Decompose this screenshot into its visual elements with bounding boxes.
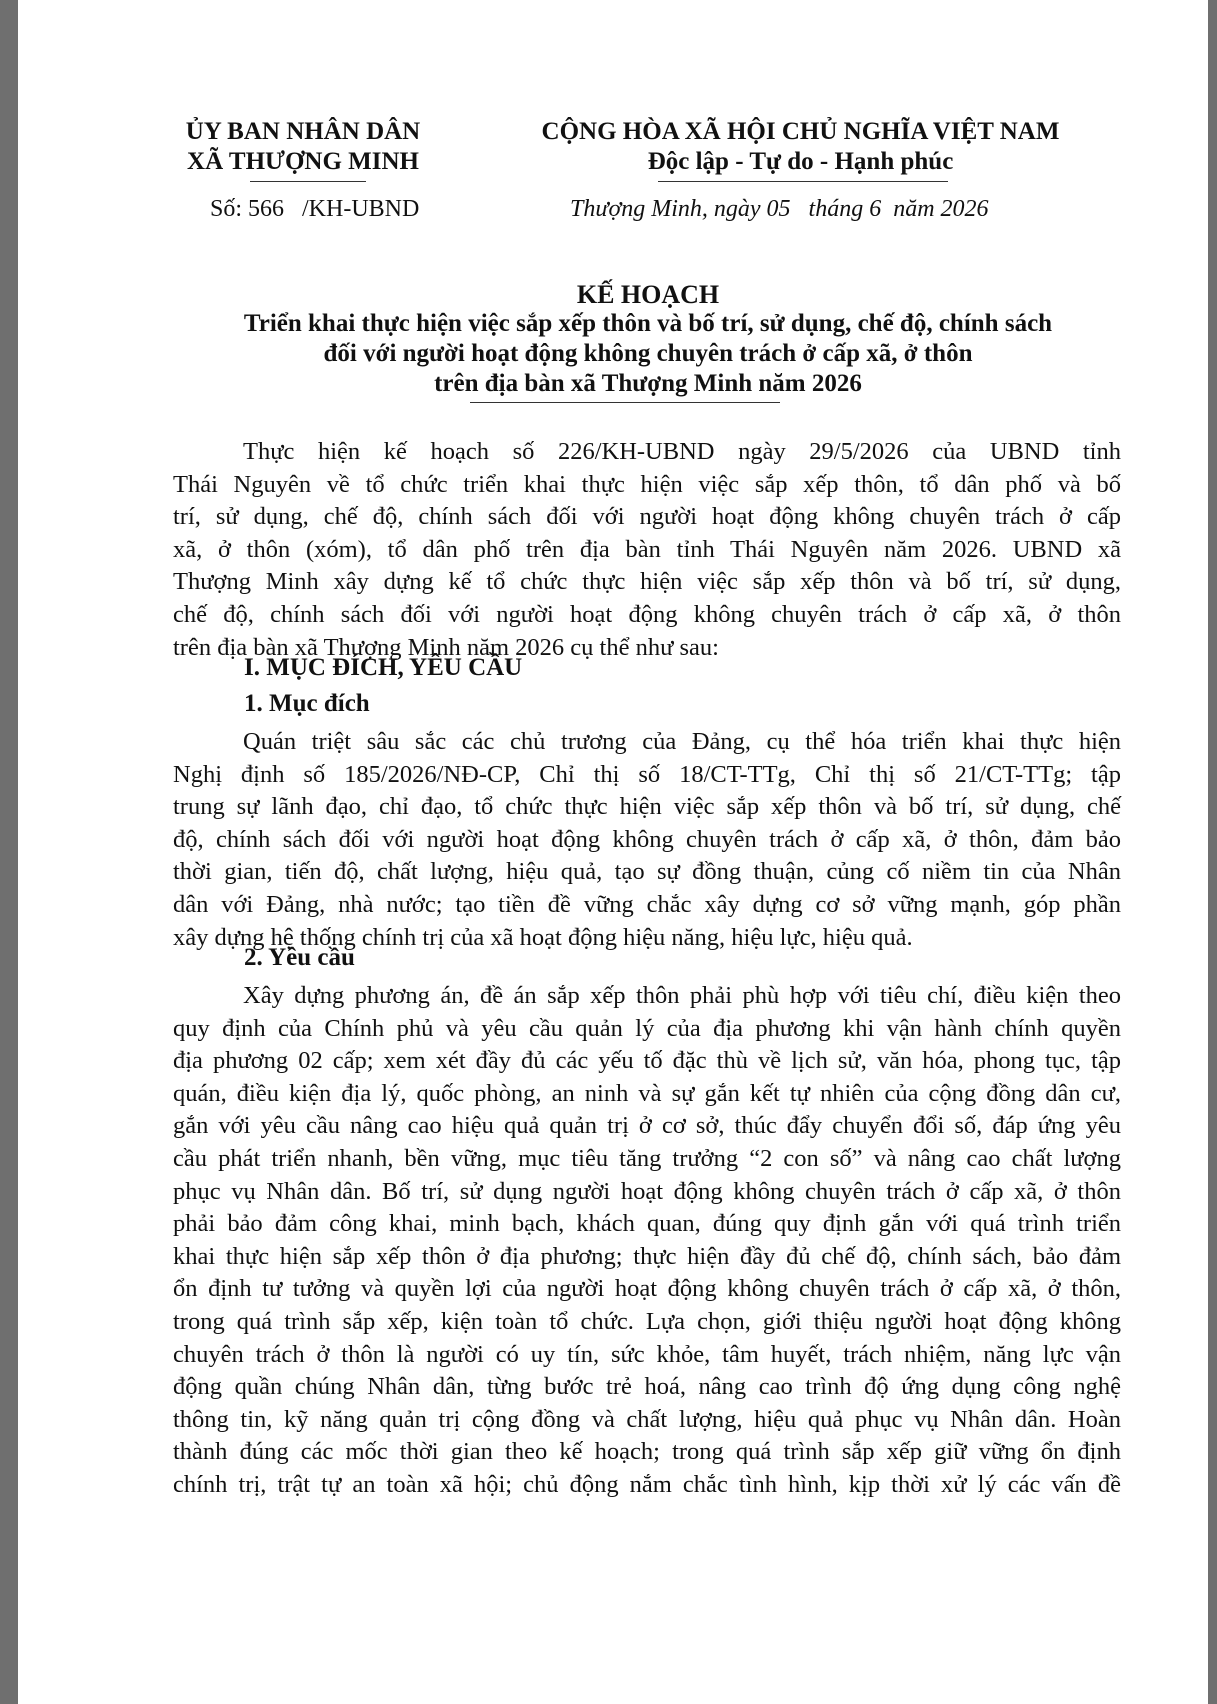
subject-line2: đối với người hoạt động không chuyên trách ở cấp xã, ở thôn	[323, 340, 973, 367]
subsection-heading-purpose: 1. Mục đích	[244, 690, 370, 717]
subject-line3: trên địa bàn xã Thượng Minh năm 2026	[434, 370, 862, 397]
text-line: trí, sử dụng, chế độ, chính sách đối với người hoạt động không chuyên trách ở cấp	[173, 503, 1121, 531]
text-line: Thái Nguyên về tổ chức triển khai thực hiện việc sắp xếp thôn, tổ dân phố và bố	[173, 470, 1121, 498]
document-type-title: KẾ HOẠCH	[576, 280, 720, 309]
text-line: địa phương 02 cấp; xem xét đầy đủ các yếu tố đặc thù về lịch sử, văn hóa, phong tục, tập	[173, 1047, 1121, 1075]
text-line: xây dựng hệ thống chính trị của xã hoạt động hiệu năng, hiệu lực, hiệu quả.	[173, 923, 913, 951]
text-line: Nghị định số 185/2026/NĐ-CP, Chỉ thị số 18/CT-TTg, Chỉ thị số 21/CT-TTg; tập	[173, 760, 1121, 788]
subsection-heading-requirements: 2. Yêu cầu	[244, 944, 355, 971]
intro-paragraph	[173, 436, 1121, 664]
text-line: xã, ở thôn (xóm), tổ dân phố trên địa bàn tỉnh Thái Nguyên năm 2026. UBND xã	[173, 535, 1121, 563]
requirements-paragraph	[173, 980, 1121, 1502]
issuer-line2: XÃ THƯỢNG MINH	[187, 148, 419, 175]
motto-underline	[658, 181, 948, 182]
issuer-line1: ỦY BAN NHÂN DÂN	[185, 118, 421, 145]
text-line: Quán triệt sâu sắc các chủ trương của Đảng, cụ thể hóa triển khai thực hiện	[243, 728, 1121, 755]
text-line: trên địa bàn xã Thượng Minh năm 2026 cụ thể như sau:	[173, 633, 719, 661]
text-line: gắn với yêu cầu nâng cao hiệu quả quản trị ở cơ sở, thúc đẩy chuyển đổi số, đáp ứng yêu	[173, 1112, 1121, 1140]
text-line: ổn định tư tưởng và quyền lợi của người hoạt động không chuyên trách ở cấp xã, ở thôn,	[173, 1275, 1121, 1303]
title-underline	[470, 402, 780, 403]
text-line: độ, chính sách đối với người hoạt động không chuyên trách ở cấp xã, ở thôn, đảm bảo	[173, 825, 1121, 853]
text-line: Thực hiện kế hoạch số 226/KH-UBND ngày 29/5/2026 của UBND tỉnh	[243, 438, 1121, 465]
text-line: khai thực hiện sắp xếp thôn ở địa phương; thực hiện đầy đủ chế độ, chính sách, bảo đảm	[173, 1242, 1121, 1270]
purpose-paragraph	[173, 726, 1121, 954]
place-date: Thượng Minh, ngày 05 tháng 6 năm 2026	[570, 196, 989, 222]
section-heading: I. MỤC ĐÍCH, YÊU CẦU	[244, 654, 523, 681]
text-line: chế độ, chính sách đối với người hoạt động không chuyên trách ở cấp xã, ở thôn	[173, 600, 1121, 628]
text-line: dân với Đảng, nhà nước; tạo tiền đề vững chắc xây dựng cơ sở vững mạnh, góp phần	[173, 890, 1121, 918]
text-line: phải bảo đảm công khai, minh bạch, khách quan, đúng quy định gắn với quá trình triển	[173, 1210, 1121, 1238]
motto-line: Độc lập - Tự do - Hạnh phúc	[647, 148, 954, 175]
text-line: Xây dựng phương án, đề án sắp xếp thôn phải phù hợp với tiêu chí, điều kiện theo	[243, 982, 1121, 1009]
text-line: trong quá trình sắp xếp, kiện toàn tổ chức. Lựa chọn, giới thiệu người hoạt động không	[173, 1307, 1121, 1335]
text-line: thông tin, kỹ năng quản trị cộng đồng và chất lượng, hiệu quả phục vụ Nhân dân. Hoàn	[173, 1405, 1121, 1433]
nation-line: CỘNG HÒA XÃ HỘI CHỦ NGHĨA VIỆT NAM	[541, 118, 1060, 145]
text-line: thời gian, tiến độ, chất lượng, hiệu quả, tạo sự đồng thuận, củng cố niềm tin của Nhân	[173, 858, 1121, 886]
document-page	[18, 0, 1208, 1704]
subject-line1: Triển khai thực hiện việc sắp xếp thôn và bố trí, sử dụng, chế độ, chính sách	[243, 310, 1053, 337]
text-line: cầu phát triển nhanh, bền vững, mục tiêu tăng trưởng “2 con số” và nâng cao chất lượng	[173, 1144, 1121, 1172]
text-line: quy định của Chính phủ và yêu cầu quản lý của địa phương khi vận hành chính quyền	[173, 1014, 1121, 1042]
issuer-underline	[250, 181, 366, 182]
text-line: Thượng Minh xây dựng kế tổ chức thực hiện việc sắp xếp thôn và bố trí, sử dụng,	[173, 568, 1121, 596]
text-line: động quần chúng Nhân dân, từng bước trẻ hoá, nâng cao trình độ ứng dụng công nghệ	[173, 1373, 1121, 1401]
text-line: thành đúng các mốc thời gian theo kế hoạch; trong quá trình sắp xếp giữ vững ổn định	[173, 1438, 1121, 1466]
text-line: chính trị, trật tự an toàn xã hội; chủ động nắm chắc tình hình, kịp thời xử lý các vấn đề	[173, 1470, 1121, 1498]
document-number: Số: 566 /KH-UBND	[210, 196, 420, 222]
text-line: quán, điều kiện địa lý, quốc phòng, an ninh và sự gắn kết tự nhiên của cộng đồng dân cư,	[173, 1079, 1121, 1107]
text-line: chuyên trách ở thôn là người có uy tín, sức khỏe, tâm huyết, trách nhiệm, năng lực vận	[173, 1340, 1121, 1368]
text-line: phục vụ Nhân dân. Bố trí, sử dụng người hoạt động không chuyên trách ở cấp xã, ở thôn	[173, 1177, 1121, 1205]
text-line: trung sự lãnh đạo, chỉ đạo, tổ chức thực hiện việc sắp xếp thôn và bố trí, sử dụng, chế	[173, 793, 1121, 821]
